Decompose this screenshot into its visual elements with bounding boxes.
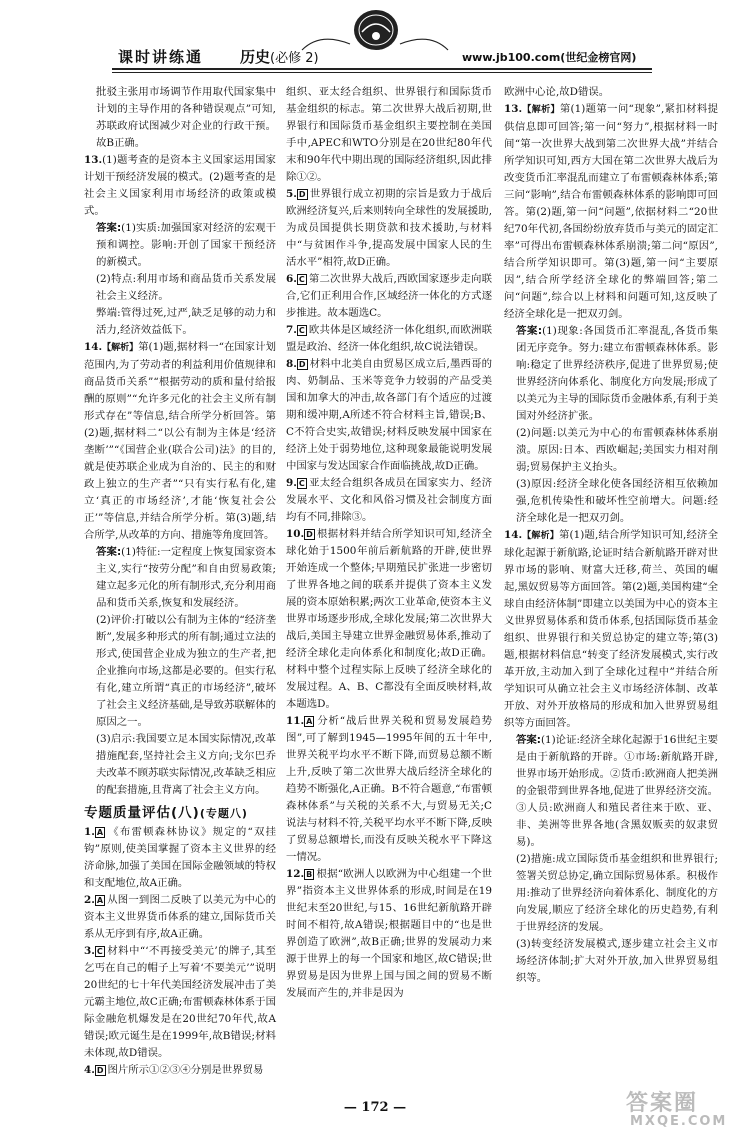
answer-14: 14.【解析】第(1)题,据材料一“在国家计划范围内,为了劳动者的利益利用价值规律和商品货币关系”“根据劳动的质和量付给报酬的原则”“允许多元化的社会主义所有制形式存在”等信息,结合所学分析回答。第(2)题,据材料二“以公有制为主体是‘经济垄断’”“《国营企业(联合公司)法》的目的,就是使苏联企业成为自治的、民主的和财政上独立的生产者”“只有实行私有化,建立‘真正的市场经济’,才能‘恢复社会公正’”等信息,并结合所学分析。第(3)题,结合所学,从改革的方向、措施等角度回答。 [84,341,276,541]
answer-14-part2: (2)评价:打破以公有制为主体的“经济垄断”,发展多种形式的所有制;通过立法的形式,使国营企业成为独立的生产者,把企业推向市场,这都是必要的。但实行私有化,建立所谓“真正的市场经济”,破坏了社会主义经济基础,是导致苏联解体的原因之一。 [96,614,276,728]
answer-13: 13.(1)题考查的是资本主义国家运用国家计划干预经济发展的模式。(2)题考查的是社会主义国家利用市场经济的政策或模式。 [84,154,276,217]
answer-13-part3: (3)原因:经济全球化使各国经济相互依赖加强,危机传染性和破坏性空前增大。问题:经济全球化是一把双刃剑。 [516,478,718,524]
answer-14-part3: (3)转变经济发展模式,逐步建立社会主义市场经济体制;扩大对外开放,加入世界贸易组织等。 [516,938,718,984]
subject-title: 历史(必修 2) [240,48,319,66]
answer-14-part2: (2)措施:成立国际货币基金组织和世界银行;签署关贸总协定,确立国际贸易体系。积极作用:推动了世界经济向着体系化、制度化的方向发展,顺应了经济全球化的历史趋势,有利于世界经济的发展。 [516,853,718,933]
paragraph: 组织、亚太经合组织、世界银行和国际货币基金组织的标志。第二次世界大战后初期,世界银行和国际货币基金组织主要控制在美国手中,APEC和WTO分别是在20世纪80年代末和90年代中期出现的国际经济组织,因此排除①②。 [286,86,492,183]
answer-4: 4. D 图片所示①②③④分别是世界贸易 [84,1064,264,1076]
page-number: — 172 — [343,1100,407,1115]
column-left [84,84,276,1079]
column-right [504,84,718,987]
answer-14-body: 答案:(1)特征:一定程度上恢复国家资本主义,实行“按劳分配”和自由贸易政策;建立起多元化的所有制形式,充分利用商品和货币关系,恢复和发展经济。 [96,546,277,609]
answer-13-part3: 弊端:管得过死,过严,缺乏足够的动力和活力,经济效益低下。 [96,307,276,336]
answer-13-body: 答案:(1)实质:加强国家对经济的宏观干预和调控。影响:开创了国家干预经济的新模式。 [96,222,277,268]
column-middle [286,84,492,1002]
answer-7: 7. C 欧共体是区域经济一体化组织,而欧洲联盟是政治、经济一体化组织,故C说法错误。 [286,324,492,353]
answer-5: 5. D 世界银行成立初期的宗旨是致力于战后欧洲经济复兴,后来则转向全球性的发展援助,为成员国提供长期贷款和技术援助,与材料中“与贫困作斗争,提高发展中国家人民的生活水平”相符,故D正确。 [286,188,492,268]
answer-3: 3. C 材料中“‘不再接受美元’的牌子,其至乞丐在自己的帽子上写着‘不要美元’”说明20世纪的七十年代美国经济发展冲击了美元霸主地位,故C正确;布雷顿森林体系于国际金融危机爆发是在20世纪70年代,故A错误;欧元诞生是在1999年,故B错误;材料未体现,故D错误。 [84,945,276,1059]
answer-12: 12. B 根据“欧洲人以欧洲为中心组建一个世界”指资本主义世界体系的形成,时间是在19世纪末至20世纪,与15、16世纪新航路开辟时间不相符,故A错误;根据题目中的“也是世界创造了欧洲”,故B正确;世界的发展动力来源于世界上的每一个国家和地区,故C错误;世界贸易是因为世界上国与国之间的贸易不断发展而产生的,并非是因为 [286,868,492,999]
watermark-url: MXQE.COM [630,1114,728,1129]
answer-13-body: 答案:(1)现象:各国货币汇率混乱,各货币集团无序竞争。努力:建立布雷顿森林体系。影响:稳定了世界经济秩序,促进了世界贸易;使世界经济向体系化、制度化方向发展;形成了以美元为主导的国际货币金融体系,有利于美国对外经济扩张。 [516,325,718,422]
answer-6: 6. C 第二次世界大战后,西欧国家逐步走向联合,它们正利用合作,区域经济一体化的方式逐步推进。故本题选C。 [286,273,492,319]
answer-13-part2: (2)特点:利用市场和商品货币关系发展社会主义经济。 [96,273,276,302]
answer-14-body: 答案:(1)论证:经济全球化起源于16世纪主要是由于新航路的开辟。①市场:新航路开辟,世界市场开始形成。②货币:欧洲商人把美洲的金银带到世界各地,促进了世界经济交流。③人员:欧洲商人和殖民者往来于欧、亚、非、美洲等世界各地(含黑奴贩卖的奴隶贸易)。 [516,734,718,848]
answer-11: 11. A 分析“战后世界关税和贸易发展趋势图”,可了解到1945—1995年间的五十年中,世界关税平均水平不断下降,而贸易总额不断上升,反映了第二次世界大战后经济全球化的趋势不断强化,A正确。B不符合题意,“布雷顿森林体系”与关税的关系不大,与贸易无关;C说法与材料不符,关税平均水平不断下降,反映了贸易总额增长,而没有反映关税水平下降这一情况。 [286,715,492,863]
answer-2: 2. A 从图一到图二反映了以美元为中心的资本主义世界货币体系的建立,国际货币关系从无序到有序,故A正确。 [84,894,276,940]
paragraph: 批驳主张用市场调节作用取代国家集中计划的主导作用的各种错误观点”可知,苏联政府试图减少对企业的行政干预。故B正确。 [96,86,276,149]
page-header [0,0,750,72]
website-url: www.jb100.com(世纪金榜官网) [462,51,637,64]
section-title: 专题质量评估(八)(专题八) [84,805,248,821]
answer-8: 8. D 材料中北美自由贸易区成立后,墨西哥的肉、奶制品、玉米等竞争力较弱的产品受美国和加拿大的冲击,故各部门有个适应的过渡期和缓冲期,A所述不符合材料主旨,错误;B、C不符合史实,故错误;材料反映发展中国家在经济上处于弱势地位,这种现象最能说明发展中国家与发达国家合作面临挑战,故D正确。 [286,358,492,472]
answer-1: 1. A 《布雷顿森林协议》规定的“双挂钩”原则,使美国掌握了资本主义世界的经济命脉,加强了美国在国际金融领域的特权和支配地位,故A正确。 [84,826,276,889]
book-title: 课时讲练通 [118,48,204,66]
ornament-icon [300,30,450,56]
paragraph: 欧洲中心论,故D错误。 [504,86,610,98]
answer-10: 10. D 根据材料并结合所学知识可知,经济全球化始于1500年前后新航路的开辟,使世界开始连成一个整体;早期殖民扩张进一步密切了世界各地之间的联系并提供了资本主义发展的资本原始积累;两次工业革命,使资本主义世界市场逐步形成,全球化发展;第二次世界大战后,美国主导建立世界金融贸易体系,推动了经济全球化走向体系化和制度化;故D正确。材料中整个过程实际上反映了经济全球化的发展过程。A、B、C都没有全面反映材料,故本题选D。 [286,528,492,710]
answer-14-part3: (3)启示:我国要立足本国实际情况,改革措施配套,坚持社会主义方向;戈尔巴乔夫改革不顾苏联实际情况,改革缺乏相应的配套措施,且背离了社会主义方向。 [96,733,276,796]
header-rule-thin [112,72,652,73]
answer-9: 9. C 亚太经合组织各成员在国家实力、经济发展水平、文化和风俗习惯及社会制度方面均有不同,排除③。 [286,477,492,523]
answer-13-part2: (2)问题:以美元为中心的布雷顿森林体系崩溃。原因:日本、西欧崛起;美国实力相对削弱;贸易保护主义抬头。 [516,427,718,473]
answer-14-analysis: 14.【解析】第(1)题,结合所学知识可知,经济全球化起源于新航路,论证时结合新航路开辟对世界市场的影响、财富大迁移,荷兰、英国的崛起,黑奴贸易等方面回答。第(2)题,美国构建“全球自由经济体制”即建立以美国为中心的资本主义世界贸易体系和货币体系,包括国际货币基金组织、世界银行和关贸总协定的建立等;第(3)题,根据材料信息“转变了经济发展模式,实行改革开放,主动加入到了全球化过程中”并结合所学知识可从确立社会主义市场经济体制、改革开放、对外开放格局的形成和加入世界贸易组织等方面回答。 [504,529,718,729]
watermark-text: 答案圈 [626,1091,699,1116]
header-rule [112,68,652,70]
answer-13-analysis: 13.【解析】第(1)题第一问“现象”,紧扣材料提供信息即可回答;第一问“努力”,根据材料一时间“第一次世界大战到第二次世界大战”并结合所学知识可知,西方大国在第二次世界大战后为改变货币汇率混乱而建立了布雷顿森林体系;第三问“影响”,结合布雷顿森林体系的影响即可回答。第(2)题,第一问“问题”,依据材料二“20世纪70年代初,各国纷纷放弃货币与美元的固定汇率”可得出布雷顿森林体系崩溃;第二问“原因”,结合所学知识即可。第(3)题,第一问“主要原因”,结合所学经济全球化的弊端回答;第二问“问题”,综合以上材料和问题可知,这反映了经济全球化是一把双刃剑。 [504,103,718,320]
